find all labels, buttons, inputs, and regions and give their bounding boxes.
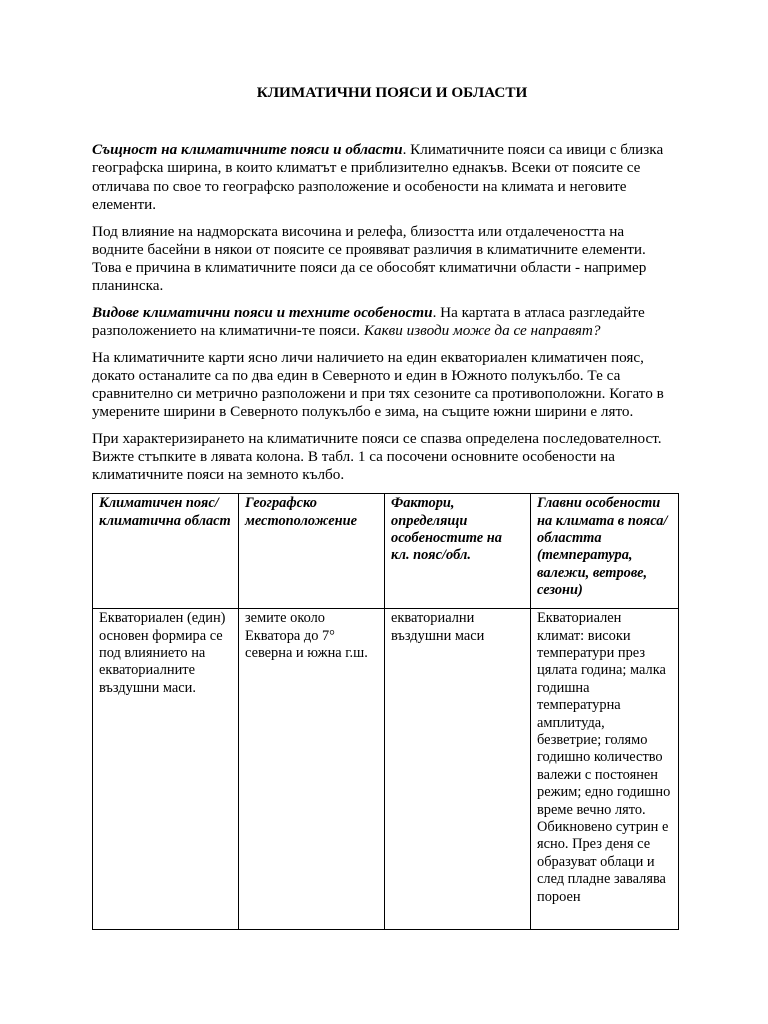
document-title: КЛИМАТИЧНИ ПОЯСИ И ОБЛАСТИ (256, 84, 528, 101)
cell-features: Екваториален климат: високи температури през цялата година; малка годишна температурна амплитуда, безветрие; голямо годишно количество валежи с постоянен режим; едно годишно време вечно лято. Обикновено сутрин е ясно. През деня се образуват облаци и след пладне завалява пороен (531, 609, 679, 930)
table-header-row (93, 494, 679, 609)
cell-zone: Екваториален (един) основен формира се под влиянието на екваториалните въздушни маси. (93, 609, 239, 930)
paragraph-distribution: На климатичните карти ясно личи наличието на един екваториален климатичен пояс, докато останалите са по два един в Северното и един в Южното полукълбо. Те са сравнително си метрично разположени и при тях сезоните са противоположни. Когато в умерените ширини в Северното полукълбо е зима, на същите южни ширини е лято. (92, 348, 664, 421)
essence-heading: Същност на климатичните пояси и области (92, 141, 403, 159)
types-question: Какви изводи може да се направят? (363, 322, 601, 340)
paragraph-essence (92, 141, 678, 214)
cell-location: земите около Екватора до 7° северна и южна г.ш. (239, 609, 385, 930)
paragraph-characterization: При характеризирането на климатичните пояси се спазва определена последователност. Вижте стъпките в лявата колона. В табл. 1 са посочени основните особености на климатичните пояси на земното кълбо. (92, 430, 662, 484)
paragraph-influence: Под влияние на надморската височина и релефа, близостта или отдалечеността на водните басейни в някои от поясите се проявяват различия в климатичните елементи. Това е причина в климатичните пояси да се обособят климатични области - например планинска. (92, 222, 647, 295)
header-zone: Климатичен пояс/климатична област (93, 494, 239, 609)
table-row (93, 609, 679, 930)
header-location: Географско местоположение (239, 494, 385, 609)
climate-zones-table (92, 493, 679, 930)
document-page (92, 84, 678, 930)
types-text: . На картата в атласа разгледайте разположението на климатични-те пояси. (92, 303, 645, 340)
header-factors: Фактори, определящи особеностите на кл. пояс/обл. (385, 494, 531, 609)
types-heading: Видове климатични пояси и техните особености (92, 303, 433, 321)
essence-text: . Климатичните пояси са ивици с близка географска ширина, в които климатът е приблизително еднакъв. Всеки от поясите се отличава по свое то географско разположение и особености на климата и неговите елементи. (92, 141, 664, 213)
paragraph-types (92, 304, 678, 340)
header-features: Главни особености на климата в пояса/областта (температура, валежи, ветрове, сезони) (531, 494, 679, 609)
cell-factors: екваториални въздушни маси (385, 609, 531, 930)
